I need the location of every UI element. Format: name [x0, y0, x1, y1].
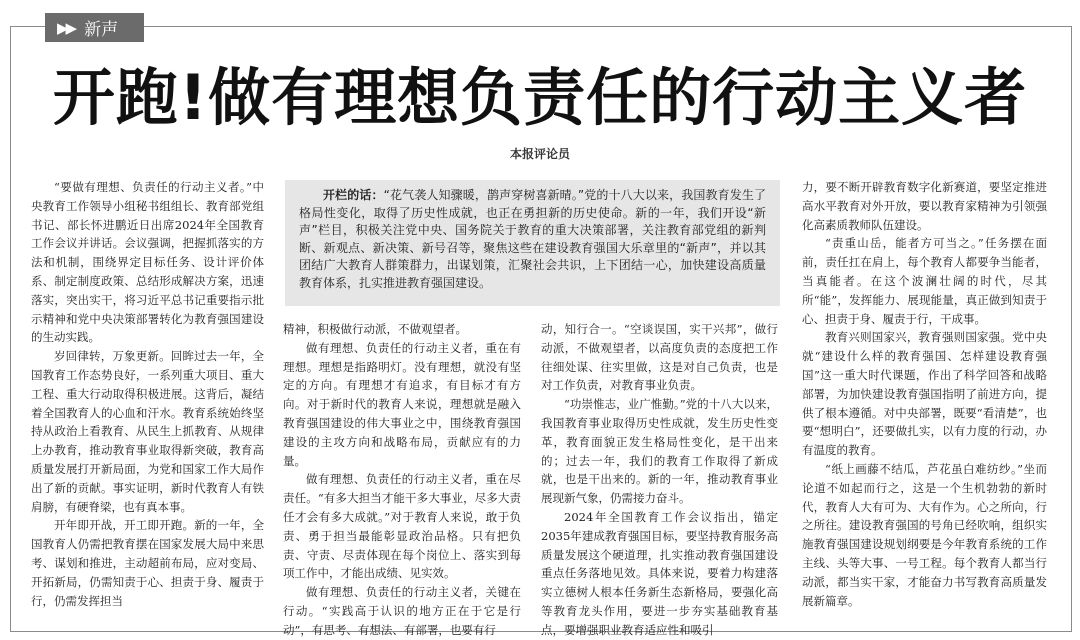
paragraph: 力，要不断开辟教育数字化新赛道，要坚定推进高水平教育对外开放，要以教育家精神为引领强化高素质教师队伍建设。: [802, 180, 1047, 232]
paragraph: 动，知行合一。“空谈误国，实干兴邦”，做行动派，不做观望者，以高度负责的态度把工作往细处谋、往实里做，这是对自己负责，也是对工作负责，对教育事业负责。: [541, 322, 778, 393]
paragraph: 2024年全国教育工作会议指出，锚定2035年建成教育强国目标，要坚持教育服务高质量发展这个硬道理，扎实推动教育强国建设重点任务落地见效。具体来说，要着力构建落实立德树人根本任务新生态新格局，要强化高等教育龙头作用，要进一步夯实基础教育基点，要增强职业教育适应性和吸引: [541, 509, 778, 637]
paragraph: “功崇惟志，业广惟勤。”党的十八大以来，我国教育事业取得历史性成就，发生历史性变革，教育面貌正发生格局性变化，是干出来的；过去一年，我们的教育工作取得了新成就，也是干出来的。新的一年，推动教育事业展现新气象，仍需接力奋斗。: [541, 397, 778, 506]
editor-note-text: “花气袭人知骤暖，鹊声穿树喜新晴。”党的十八大以来，我国教育发生了格局性变化，取得了历史性成就，也正在勇担新的历史使命。新的一年，我们开设“新声”栏目，积极关注党中央、国务院关于教育的重大决策部署，关注教育部党组的新判断、新观点、新决策、新号召等，聚焦这些在建设教育强国大乐章里的“新声”，并以其团结广大教育人群策群力，出谋划策，汇聚社会共识，上下团结一心，加快建设高质量教育体系，扎实推进教育强国建设。: [299, 188, 766, 290]
article-column-3: [541, 320, 778, 637]
section-tag: [45, 13, 144, 42]
paragraph: 岁回律转，万象更新。回眸过去一年，全国教育工作态势良好，一系列重大项目、重大工程、重大行动取得积极进展。这背后，凝结着全国教育人的心血和汗水。教育系统始终坚持从政治上看教育、从民生上抓教育、从规律上办教育，推动教育事业取得新突破，教育高质量发展打开新局面，为党和国家工作大局作出了新的贡献。事实证明，新时代教育人有铁肩膀，有硬脊梁，也有真本事。: [31, 349, 264, 514]
editor-note-box: [285, 180, 780, 306]
section-label: 新声: [84, 20, 119, 40]
paragraph: “要做有理想、负责任的行动主义者。”中央教育工作领导小组秘书组组长、教育部党组书记、部长怀进鹏近日出席2024年全国教育工作会议并讲话。会议强调，把握抓落实的方法和机制，围绕界定目标任务、设计评价体系、制定制度政策、总结形成解决方案，迅速落实，突出实干，将习近平总书记重要指示批示精神和党中央决策部署转化为教育强国建设的生动实践。: [31, 180, 264, 345]
article-column-4: [802, 178, 1047, 618]
paragraph: 做有理想、负责任的行动主义者，关键在行动。“实践高于认识的地方正在于它是行动”，有思考、有想法、有部署，也要有行: [283, 585, 521, 637]
paragraph: 做有理想、负责任的行动主义者，重在尽责任。“有多大担当才能干多大事业，尽多大责任才会有多大成就。”对于教育人来说，敢于负责、勇于担当最能彰显政治品格。只有把负责、守责、尽责体现在每个岗位上、落实到每项工作中，才能出成绩、见实效。: [283, 472, 521, 581]
paragraph: 做有理想、负责任的行动主义者，重在有理想。理想是指路明灯。没有理想，就没有坚定的方向。有理想才有追求，有目标才有方向。对于新时代的教育人来说，理想就是融入教育强国建设的伟大事业之中，围绕教育强国建设的主攻方向和战略布局，贡献应有的力量。: [283, 340, 521, 468]
paragraph: 精神，积极做行动派，不做观望者。: [283, 322, 467, 336]
headline: 开跑!做有理想负责任的行动主义者: [52, 61, 1028, 134]
byline: 本报评论员: [509, 147, 570, 161]
paragraph: “纸上画藤不结瓜，芦花虽白难纺纱。”坐而论道不如起而行之，这是一个生机勃勃的新时代，教育人大有可为、大有作为。心之所向，行之所往。建设教育强国的号角已经吹响，组织实施教育强国建设规划纲要是今年教育系统的工作主线、头等大事、一号工程。每个教育人都当行动派，都当实干家，才能奋力书写教育高质量发展新篇章。: [802, 461, 1047, 608]
double-arrow-icon: ▶▶: [57, 18, 75, 37]
article-column-2: [283, 320, 521, 637]
paragraph: 开年即开战，开工即开跑。新的一年，全国教育人仍需把教育摆在国家发展大局中来思考、谋划和推进，主动超前布局，应对变局、开拓新局，仍需知责于心、担责于身、履责于行，仍需发挥担当: [31, 518, 264, 608]
paragraph: 教育兴则国家兴，教育强则国家强。党中央就“建设什么样的教育强国、怎样建设教育强国”这一重大时代课题，作出了科学回答和战略部署，为加快建设教育强国指明了前进方向，提供了根本遵循。对中央部署，既要“看清楚”，也要“想明白”，还要做扎实，以有力度的行动，办有温度的教育。: [802, 330, 1047, 458]
paragraph: “责重山岳，能者方可当之。”任务摆在面前，责任扛在肩上，每个教育人都要争当能者，当真能者。在这个波澜壮阔的时代，尽其所“能”，发挥能力、展现能量，真正做到知责于心、担责于身、履责于行，干成事。: [802, 236, 1047, 326]
editor-note-lead: 开栏的话：: [323, 188, 384, 202]
article-column-1: [31, 178, 264, 618]
